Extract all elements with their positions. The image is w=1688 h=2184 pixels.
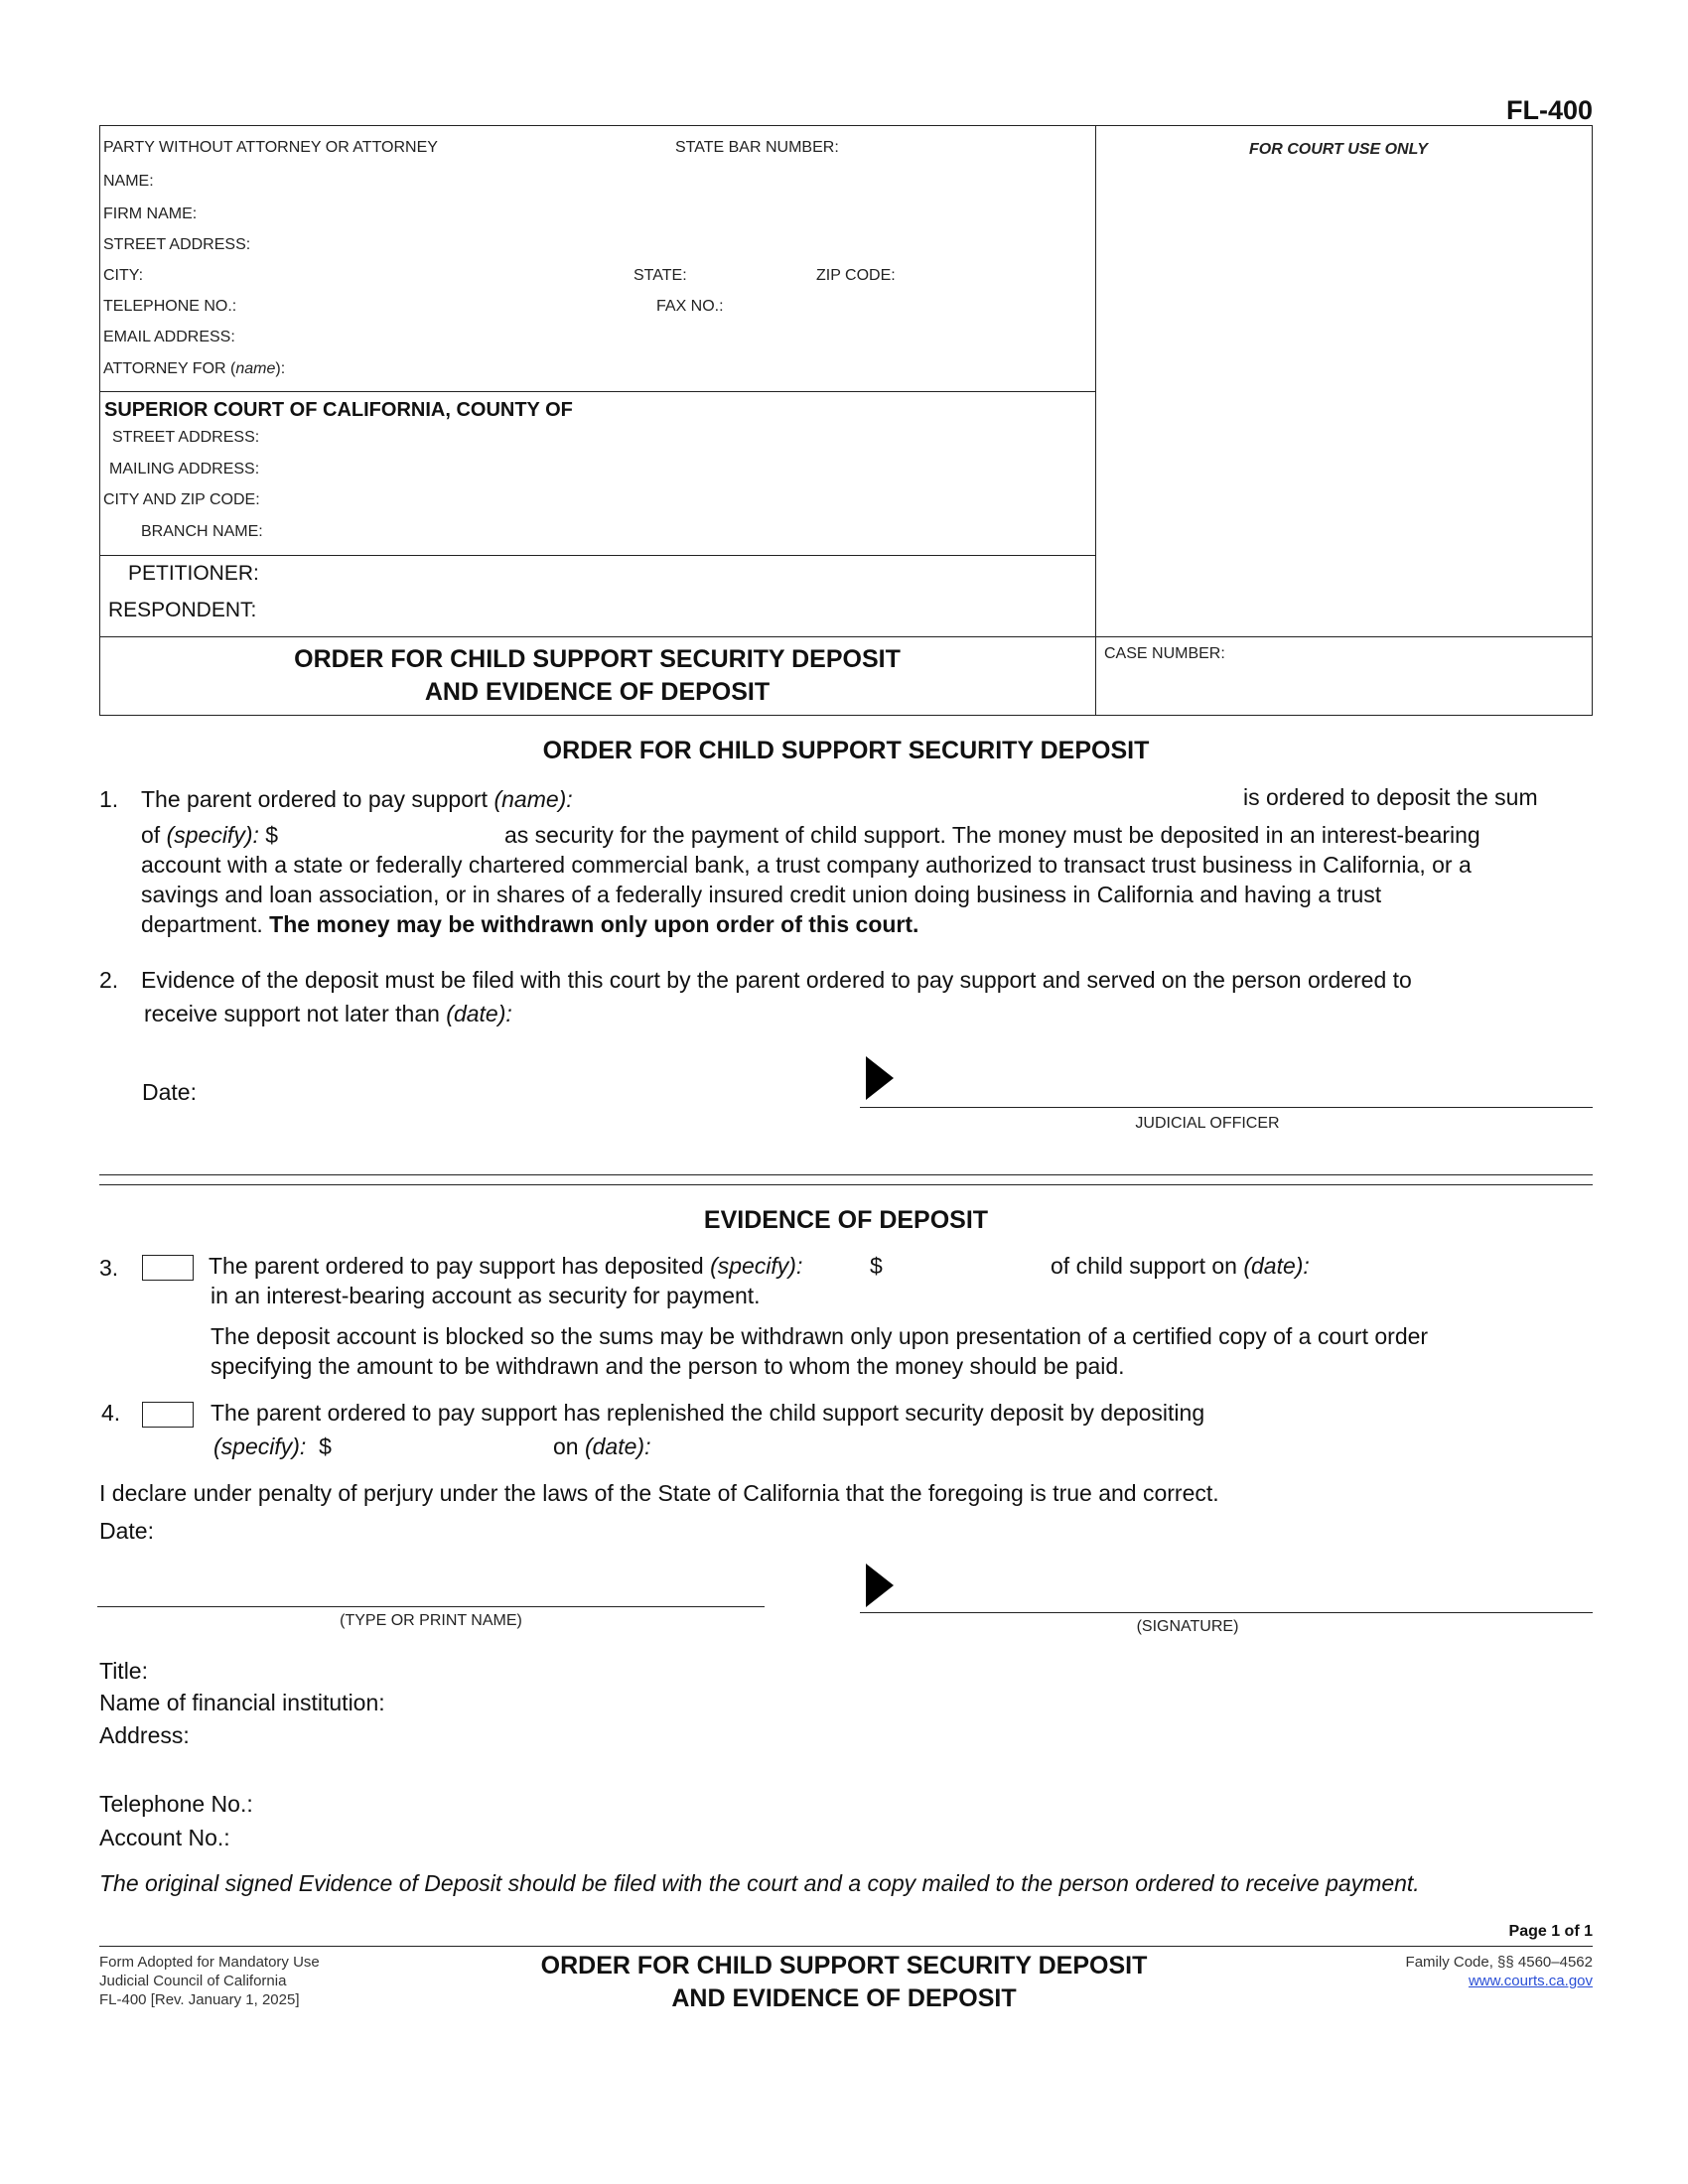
item3-checkbox[interactable]	[142, 1255, 194, 1281]
street-label: STREET ADDRESS:	[103, 236, 251, 253]
item4-checkbox[interactable]	[142, 1402, 194, 1428]
item4-number: 4.	[101, 1400, 121, 1426]
header-left-border	[99, 125, 100, 715]
header-parties-divider	[99, 555, 1095, 556]
state-label: STATE:	[633, 267, 687, 284]
form-adopted-line3: FL-400 [Rev. January 1, 2025]	[99, 1991, 300, 2008]
item1-line3: account with a state or federally chartered commercial bank, a trust company authorized to transact trust business in California, or a	[141, 852, 1472, 878]
institution-label: Name of financial institution:	[99, 1690, 385, 1715]
form-title-line2: AND EVIDENCE OF DEPOSIT	[424, 678, 771, 706]
print-name-line[interactable]	[97, 1606, 765, 1607]
judicial-signature-line[interactable]	[860, 1107, 1593, 1108]
form-adopted	[99, 1953, 320, 2009]
court-title: SUPERIOR COURT OF CALIFORNIA, COUNTY OF	[104, 399, 573, 421]
respondent-label: RESPONDENT:	[108, 599, 257, 621]
item3-line1-end: of child support on (date):	[1051, 1253, 1310, 1279]
order-date-label: Date:	[142, 1079, 197, 1105]
family-code-citation: Family Code, §§ 4560–4562	[1405, 1954, 1593, 1971]
courts-website-link[interactable]: www.courts.ca.gov	[1468, 1973, 1593, 1989]
signature-arrow-icon	[866, 1564, 894, 1607]
header-divider	[1095, 125, 1096, 715]
item3-number: 3.	[99, 1255, 119, 1281]
item3-dollar: $	[870, 1253, 883, 1279]
footer-title-line1: ORDER FOR CHILD SUPPORT SECURITY DEPOSIT	[540, 1952, 1148, 1979]
perjury-declaration: I declare under penalty of perjury under the laws of the State of California that the foregoing is true and correct.	[99, 1480, 1219, 1506]
filing-note: The original signed Evidence of Deposit should be filed with the court and a copy mailed to the person ordered to receive payment.	[99, 1870, 1420, 1896]
header-right-border	[1592, 125, 1593, 715]
item3-line2: in an interest-bearing account as security for payment.	[211, 1283, 761, 1308]
court-branch-label: BRANCH NAME:	[141, 523, 263, 540]
judicial-officer-label: JUDICIAL OFFICER	[1135, 1115, 1280, 1132]
fax-label: FAX NO.:	[656, 298, 724, 315]
footer-code	[1406, 1953, 1593, 1990]
header-top-border	[99, 125, 1593, 126]
case-number-label: CASE NUMBER:	[1104, 645, 1225, 662]
address-label: Address:	[99, 1722, 190, 1748]
footer-title-line2: AND EVIDENCE OF DEPOSIT	[671, 1984, 1017, 2012]
item2-line1: Evidence of the deposit must be filed with this court by the parent ordered to pay support and served on the person ordered to	[141, 967, 1412, 993]
item1-number: 1.	[99, 786, 119, 812]
account-label: Account No.:	[99, 1825, 230, 1850]
evidence-date-label: Date:	[99, 1518, 154, 1544]
item1-line2-rest: as security for the payment of child support. The money must be deposited in an interest-bearing	[504, 822, 1480, 848]
section-divider-bottom	[99, 1184, 1593, 1185]
item1-line2-start: of (specify): $	[141, 822, 279, 848]
court-mailing-label: MAILING ADDRESS:	[109, 461, 260, 478]
telephone-label: TELEPHONE NO.:	[103, 298, 237, 315]
evidence-heading: EVIDENCE OF DEPOSIT	[703, 1206, 989, 1234]
city-label: CITY:	[103, 267, 144, 284]
item3-line3: The deposit account is blocked so the sums may be withdrawn only upon presentation of a certified copy of a court order	[211, 1323, 1429, 1349]
zip-label: ZIP CODE:	[816, 267, 896, 284]
type-print-name-label: (TYPE OR PRINT NAME)	[340, 1612, 522, 1629]
item3-line4: specifying the amount to be withdrawn and the person to whom the money should be paid.	[211, 1353, 1125, 1379]
court-city-label: CITY AND ZIP CODE:	[103, 491, 260, 508]
attorney-for-label: ATTORNEY FOR (name):	[103, 360, 286, 377]
item1-line5: department. The money may be withdrawn only upon order of this court.	[141, 911, 919, 937]
header-title-divider	[99, 636, 1593, 637]
petitioner-label: PETITIONER:	[128, 562, 259, 585]
item1-line1: The parent ordered to pay support (name):	[141, 786, 573, 812]
item2-number: 2.	[99, 967, 119, 993]
judicial-signature-arrow-icon	[866, 1056, 894, 1100]
header-bottom-border	[99, 715, 1593, 716]
item4-line2-end: on (date):	[553, 1433, 651, 1459]
item4-line2: (specify): $	[213, 1433, 332, 1459]
form-title-line1: ORDER FOR CHILD SUPPORT SECURITY DEPOSIT	[294, 645, 901, 673]
court-use-only: FOR COURT USE ONLY	[1249, 141, 1428, 158]
order-heading: ORDER FOR CHILD SUPPORT SECURITY DEPOSIT	[542, 737, 1150, 764]
form-title	[99, 643, 1095, 709]
party-label: PARTY WITHOUT ATTORNEY OR ATTORNEY	[103, 139, 438, 156]
item1-line4: savings and loan association, or in shares of a federally insured credit union doing business in California and having a trust	[141, 882, 1382, 907]
firm-label: FIRM NAME:	[103, 205, 198, 222]
item1-line1-end: is ordered to deposit the sum	[1243, 784, 1538, 810]
name-label: NAME:	[103, 173, 154, 190]
page-number: Page 1 of 1	[1508, 1923, 1593, 1940]
title-label: Title:	[99, 1658, 148, 1684]
item2-line2: receive support not later than (date):	[144, 1001, 512, 1026]
form-adopted-line2: Judicial Council of California	[99, 1973, 287, 1989]
form-number: FL-400	[1505, 95, 1593, 125]
form-adopted-line1: Form Adopted for Mandatory Use	[99, 1954, 320, 1971]
signature-label: (SIGNATURE)	[1136, 1618, 1239, 1635]
state-bar-label: STATE BAR NUMBER:	[675, 139, 839, 156]
footer-title	[417, 1950, 1271, 2015]
item3-line1: The parent ordered to pay support has deposited (specify):	[209, 1253, 803, 1279]
item4-line1: The parent ordered to pay support has replenished the child support security deposit by depositing	[211, 1400, 1205, 1426]
email-label: EMAIL ADDRESS:	[103, 329, 235, 345]
court-street-label: STREET ADDRESS:	[112, 429, 260, 446]
section-divider-top	[99, 1174, 1593, 1175]
telephone-label-evidence: Telephone No.:	[99, 1791, 253, 1817]
header-court-divider	[99, 391, 1095, 392]
signature-line[interactable]	[860, 1612, 1593, 1613]
footer-rule	[99, 1946, 1593, 1947]
